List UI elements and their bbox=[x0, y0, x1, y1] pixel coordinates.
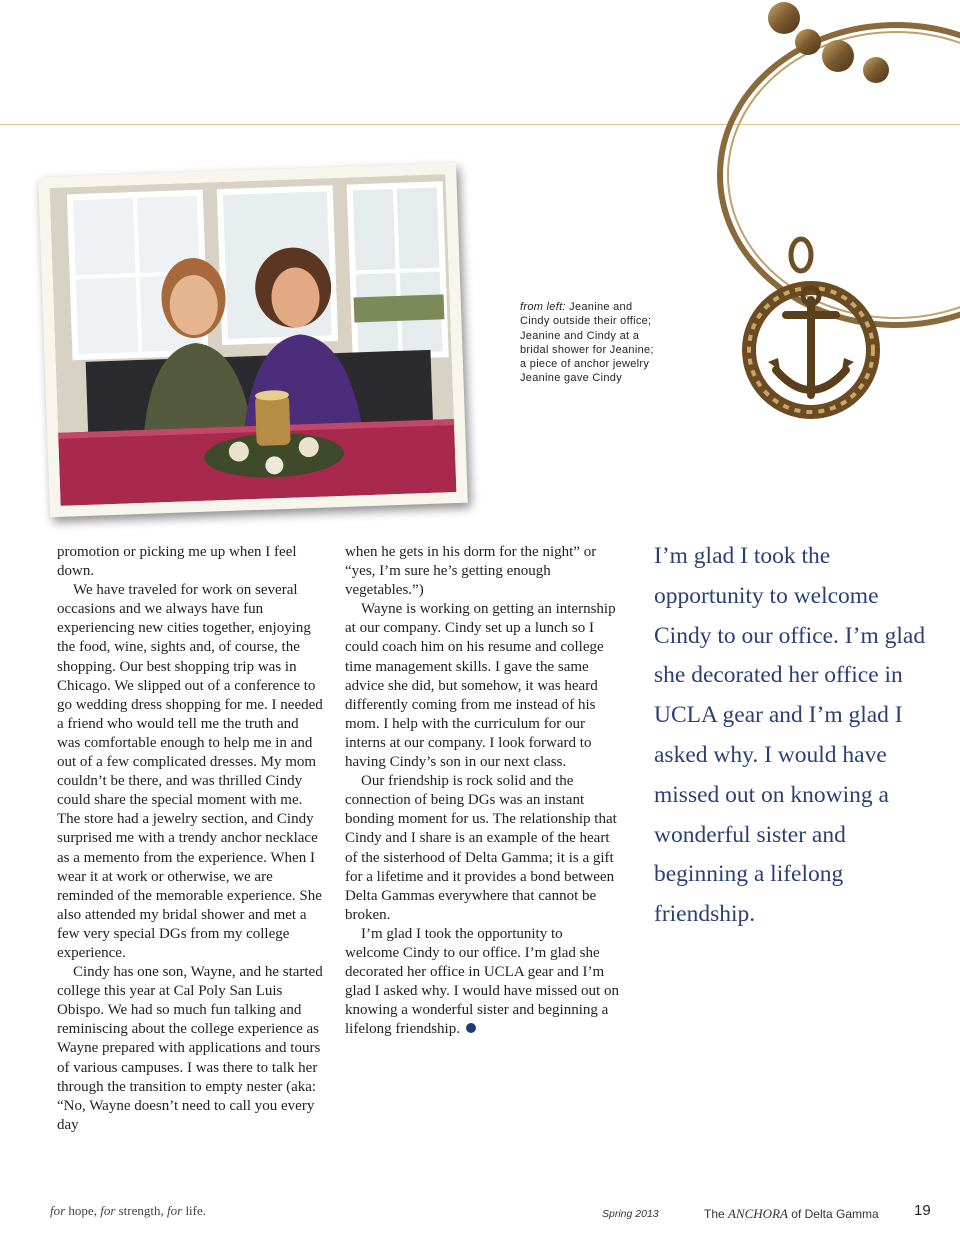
paragraph: promotion or picking me up when I feel down. bbox=[57, 544, 297, 580]
paragraph: Our friendship is rock solid and the connection of being DGs was an instant bonding moment for us. The relationship that Cindy and I share is an example of the heart of the sisterhood of Delta Gamma; it is a gift for a lifetime and it provides a bond between Delta Gammas everywhere that cannot be broken. bbox=[345, 773, 617, 923]
motto-word: strength, bbox=[115, 1203, 168, 1218]
bridal-shower-photo bbox=[38, 163, 468, 517]
paragraph: Cindy has one son, Wayne, and he started college this year at Cal Poly San Luis Obispo. We had so much fun talking and reminiscing about the college experience as Wayne prepared with applications and tours of various campuses. I was there to talk her through the transition to empty nester (aka: “No, Wayne doesn’t need to call you every day bbox=[57, 964, 323, 1133]
paragraph: when he gets in his dorm for the night” or “yes, I’m sure he’s getting enough vegetables.”) bbox=[345, 544, 597, 599]
paragraph: We have traveled for work on several occasions and we always have fun experiencing new cities together, enjoying the food, wine, sights and, of course, the shopping. Our best shopping trip was in Chicago. We slipped out of a conference to go wedding dress shopping for me. I needed a friend who would tell me the truth and was comfortable enough to help me in and out of a few complicated dresses. My mom couldn’t be there, and was thrilled Cindy could share the special moment with me. The store had a jewelry section, and Cindy surprised me with a trendy anchor necklace as a memento from the experience. When I wear it at work or otherwise, we are reminded of the memorable experience. She also attended my bridal shower and met a few very special DGs from my college experience. bbox=[57, 582, 323, 961]
issue-season: Spring 2013 bbox=[602, 1208, 659, 1220]
paragraph: Wayne is working on getting an internship at our company. Cindy set up a lunch so I could coach him on his resume and college time management skills. I gave the same advice she did, but somehow, it was heard differently coming from me instead of his mom. I help with the curriculum for our interns at our company. I look forward to having Cindy’s son in our next class. bbox=[345, 601, 616, 771]
paragraph-text: I’m glad I took the opportunity to welcome Cindy to our office. I’m glad she decorated her office in UCLA gear and I’m glad I asked why. I would have missed out on knowing a wonderful sister and beginning a lifelong friendship. bbox=[345, 925, 619, 1038]
motto-for: for bbox=[100, 1203, 116, 1218]
caption-text: Jeanine and Cindy outside their office; Jeanine and Cindy at a bridal shower for Jeanine; a piece of anchor jewelry Jeanine gave Cindy bbox=[520, 301, 654, 385]
anchor-bracelet-image bbox=[706, 0, 960, 450]
page-number: 19 bbox=[914, 1202, 931, 1219]
end-mark-icon bbox=[466, 1023, 476, 1033]
article-column-1 bbox=[57, 543, 325, 1135]
motto-for: for bbox=[167, 1203, 183, 1218]
pub-prefix: The bbox=[704, 1207, 729, 1221]
footer-motto bbox=[50, 1203, 206, 1219]
photo-caption bbox=[520, 300, 660, 386]
pull-quote: I’m glad I took the opportunity to welcome Cindy to our office. I’m glad she decorated her office in UCLA gear and I’m glad I asked why. I would have missed out on knowing a wonderful sister and beginning a lifelong friendship. bbox=[654, 543, 926, 928]
pub-title: ANCHORA bbox=[728, 1206, 788, 1221]
closing-paragraph bbox=[345, 925, 620, 1040]
motto-word: hope, bbox=[65, 1203, 101, 1218]
motto-word: life. bbox=[182, 1203, 207, 1218]
pub-suffix: of Delta Gamma bbox=[787, 1207, 879, 1221]
article-column-2 bbox=[345, 543, 620, 1039]
caption-lead: from left: bbox=[520, 301, 566, 313]
publication-name bbox=[704, 1206, 879, 1222]
motto-for: for bbox=[50, 1203, 66, 1218]
